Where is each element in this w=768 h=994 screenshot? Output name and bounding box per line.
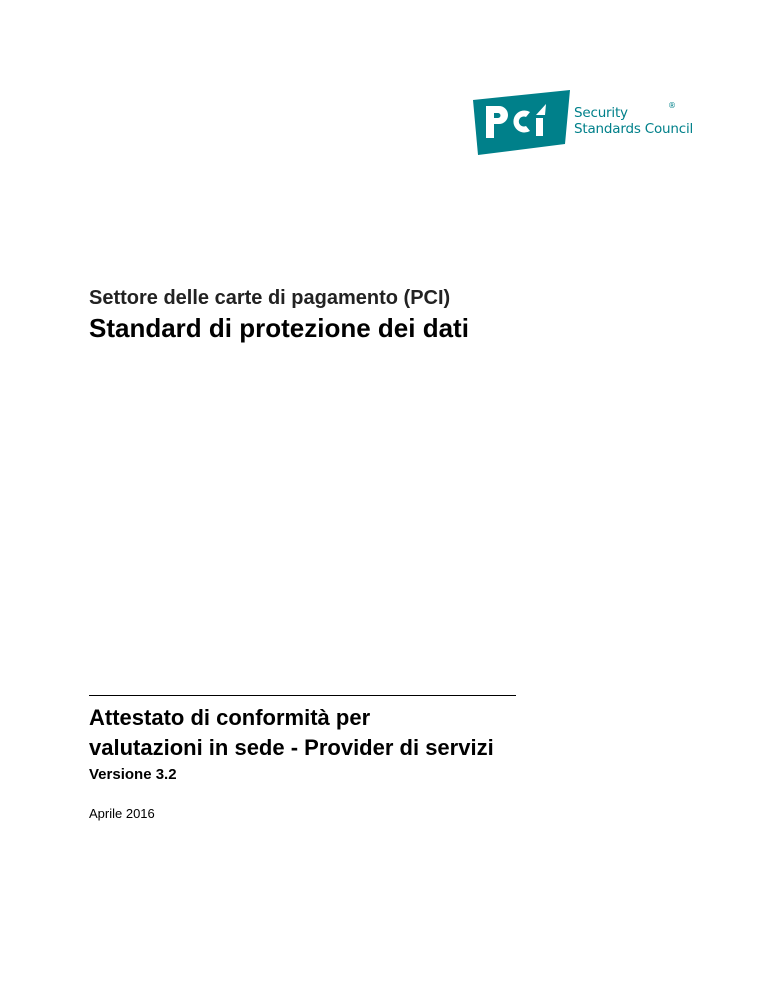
document-date: Aprile 2016 (89, 806, 155, 821)
logo-line-council: Standards Council (574, 121, 694, 137)
document-title (89, 703, 494, 763)
pci-ssc-logo (473, 90, 694, 155)
document-title-line-2: valutazioni in sede - Provider di servizi (89, 735, 494, 760)
logo-line-security: Security (574, 105, 628, 121)
title-divider (89, 695, 516, 696)
pci-logo-mark (473, 90, 571, 155)
document-version: Versione 3.2 (89, 766, 177, 783)
cover-title: Standard di protezione dei dati (89, 313, 469, 343)
registered-mark: ® (668, 101, 676, 110)
cover-subtitle: Settore delle carte di pagamento (PCI) (89, 287, 451, 309)
document-title-line-1: Attestato di conformità per (89, 705, 371, 730)
